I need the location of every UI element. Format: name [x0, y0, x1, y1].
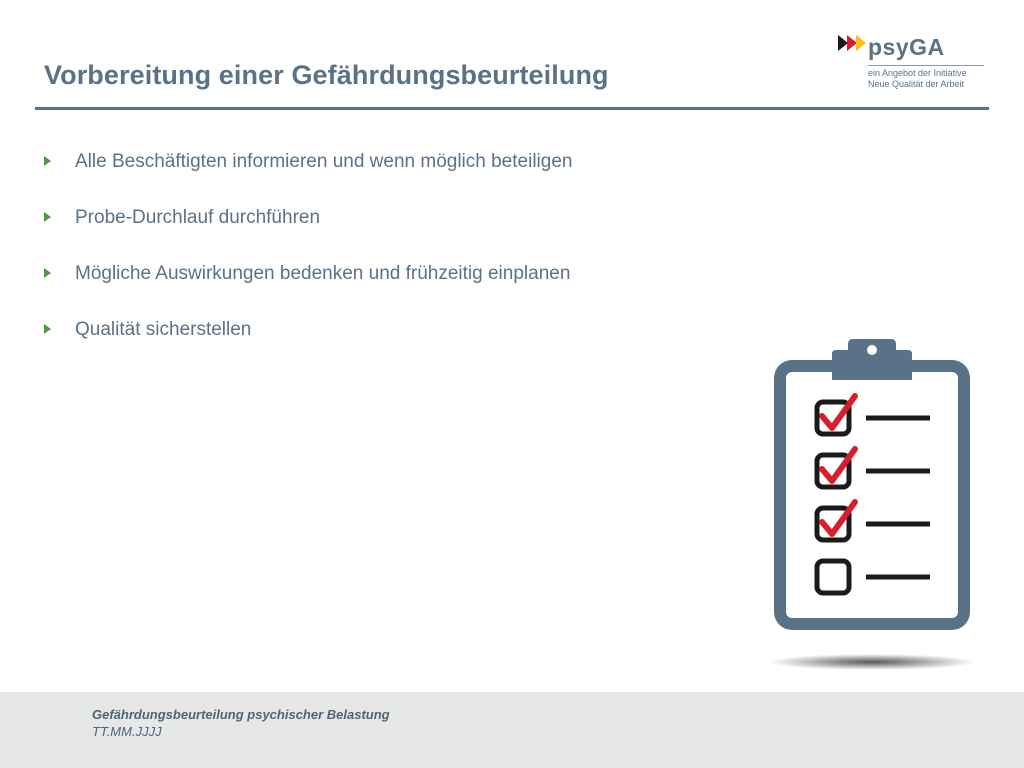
bullet-text: Mögliche Auswirkungen bedenken und frühzeitig einplanen — [75, 263, 571, 284]
footer-date: TT.MM.JJJJ — [92, 724, 162, 739]
footer-title: Gefährdungsbeurteilung psychischer Belastung — [92, 707, 390, 722]
psyga-logo — [838, 32, 998, 92]
slide-title: Vorbereitung einer Gefährdungsbeurteilung — [44, 60, 609, 90]
title-divider — [35, 107, 989, 110]
footer — [0, 692, 1024, 768]
bullet-text: Qualität sicherstellen — [75, 319, 252, 340]
logo-name: psyGA — [868, 34, 945, 60]
clipboard-paper — [786, 372, 958, 618]
bullet-arrow-icon — [44, 212, 51, 222]
bullet-arrow-icon — [44, 156, 51, 166]
bullet-item — [44, 318, 572, 374]
clipboard-checklist-icon — [762, 336, 982, 676]
bullet-item — [44, 262, 572, 318]
bullet-text: Probe-Durchlauf durchführen — [75, 207, 321, 228]
clipboard-shadow — [768, 654, 976, 670]
bullet-arrow-icon — [44, 268, 51, 278]
bullet-text: Alle Beschäftigten informieren und wenn möglich beteiligen — [75, 151, 573, 172]
bullet-item — [44, 150, 572, 206]
clipboard-clip-hole — [867, 345, 877, 355]
logo-arrows-icon — [838, 35, 872, 51]
logo-subtitle-2: Neue Qualität der Arbeit — [868, 79, 965, 89]
bullet-item — [44, 206, 572, 262]
bullet-list — [44, 150, 572, 374]
logo-subtitle-1: ein Angebot der Initiative — [868, 68, 967, 78]
bullet-arrow-icon — [44, 324, 51, 334]
logo-divider — [868, 65, 984, 66]
